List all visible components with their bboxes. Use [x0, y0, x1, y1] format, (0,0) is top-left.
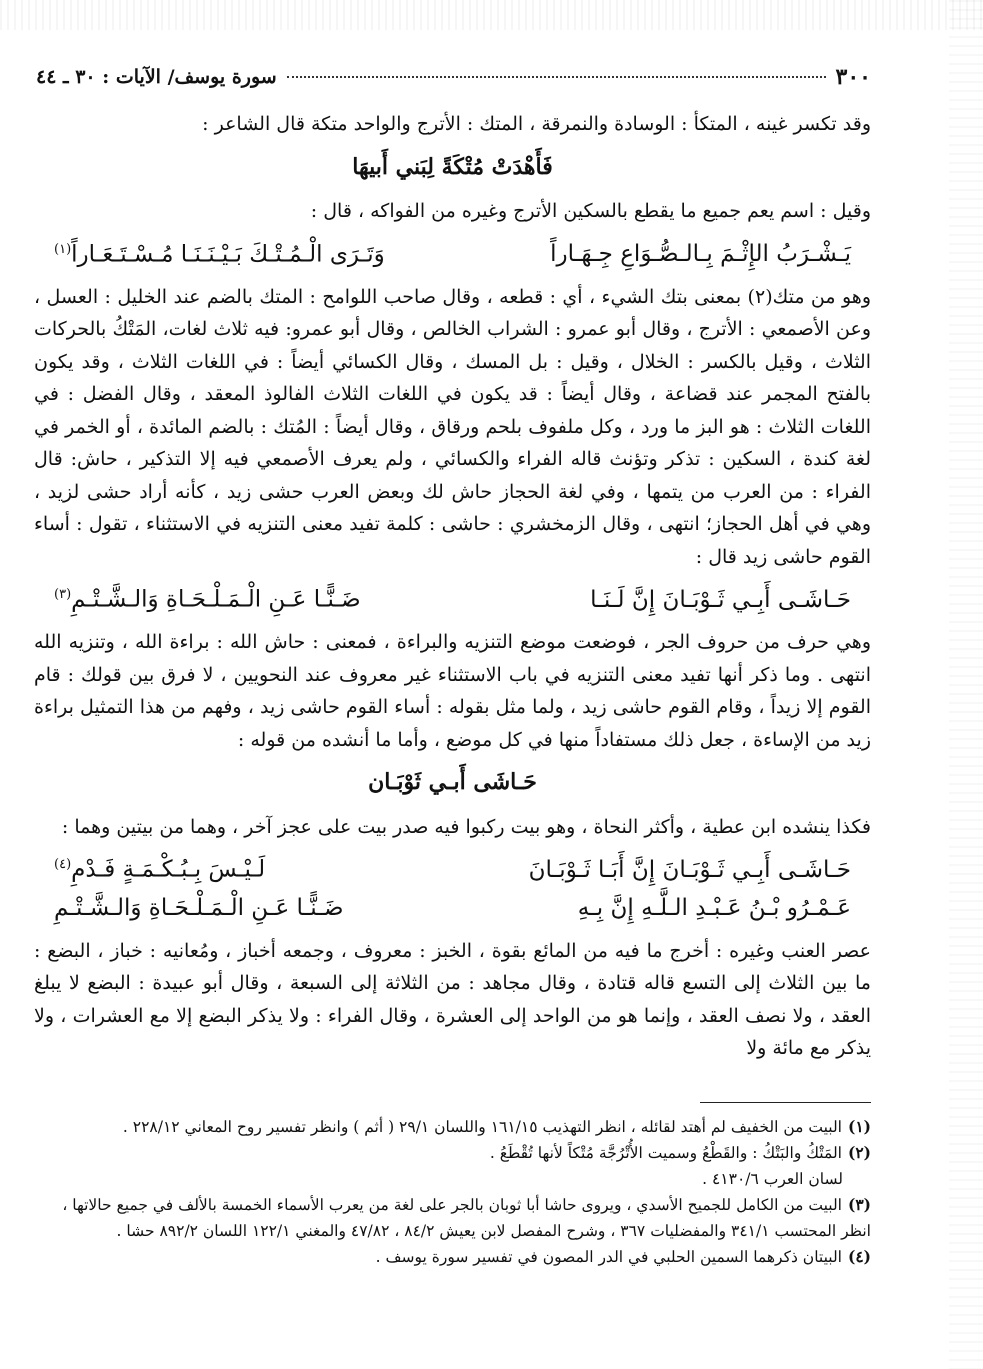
verse-hemistich-second: ضَـنًّـا عَـنِ الْـمَـلْـحَـاةِ وَالـشَّـتْـمِ — [54, 895, 344, 922]
verse-hemistich-second — [54, 234, 385, 271]
main-text — [34, 108, 871, 1065]
verse-hemistich-first: عَـمْـرُو بْـنُ عَـبْـدِ الـلَّـهِ إِنَّ بِـهِ — [577, 895, 851, 922]
footnote-text: البيت من الكامل للجميح الأسدي ، ويروى حاشا أبا ثوبان بالجر على لغة من يعرب الأسماء الخمسة بالألف في جميع حالاتها ، انظر المحتسب ٣٤١/١ والمفضليات ٣٦٧ ، وشرح المفصل لابن يعيش ٨٤/٢ ، ٤٧/٨٢ والمغني ١٢٢/١ اللسان ٨٩٢/٢ حشا . — [62, 1196, 871, 1240]
header-dotted-leader — [287, 76, 826, 78]
footnote-marker: (٤) — [54, 857, 72, 873]
verse-text: ضَـنًّـا عَـنِ الْـمَـلْـحَـاةِ وَالـشَّـتْـمِ — [71, 586, 361, 613]
footnote-text: البيتان ذكرهما السمين الحلبي في الدر المصون في تفسير سورة يوسف . — [375, 1248, 842, 1266]
verse-couplet — [54, 234, 851, 271]
scan-edge-right — [949, 0, 983, 1369]
footnote — [60, 1140, 871, 1166]
paragraph: وقد تكسر غينه ، المتكأ : الوسادة والنمرقة ، المتك : الأترج والواحد متكة قال الشاعر : — [202, 113, 871, 135]
page-number: ٣٠٠ — [835, 64, 871, 90]
footnote-marker: (٣) — [54, 587, 72, 603]
paragraph: وهي حرف من حروف الجر ، فوضعت موضع التنزيه والبراءة ، فمعنى : حاش الله : براءة الله ، وتنزيه الله انتهى . وما ذكر أنها تفيد معنى التنزيه في باب الاستثناء غير معروف عند النحويين ، لا فرق بين قولك : قام القوم إلا زيداً ، وقام القوم حاشى زيد ، ولما مثل بقوله : أساء القوم حاشى زيد ، وفهم من هذا التمثيل براءة زيد من الإساءة ، جعل ذلك مستفاداً منها في كل موضع ، وأما ما أنشده من قوله : — [34, 631, 871, 751]
footnote-number: (٢) — [847, 1143, 871, 1162]
paragraph: فكذا ينشده ابن عطية ، وأكثر النحاة ، وهو بيت ركبوا فيه صدر بيت على عجز آخر ، وهما من بيتين وهما : — [61, 815, 871, 838]
verse-text: وَتَـرَى الْـمُـتْـكَ بَـيْـنَـنَـا مُـسْـتَـعَـاراً — [71, 241, 385, 268]
footnote-text: البيت من الخفيف لم أهتد لقائله ، انظر التهذيب ١٦١/١٥ واللسان ٢٩/١ ( أثم ) وانظر تفسير روح المعاني ٢٢٨/١٢ . — [122, 1118, 842, 1136]
verse-hemistich-first: يَـشْـرَبُ الإِثْـمَ بِـالـصُّـوَاعِ جِـهَـاراً — [550, 241, 851, 268]
verse-line: حَـاشَى أَبـي ثَوْبَـان — [368, 769, 537, 796]
verse-hemistich-second — [54, 849, 265, 886]
verse-couplet — [54, 892, 851, 925]
footnote — [60, 1114, 871, 1140]
footnote — [60, 1244, 871, 1270]
paragraph: وهو من متك(٢) بمعنى بتك الشيء ، أي : قطعه ، وقال صاحب اللوامح : المتك بالضم عند الخليل : العسل ، وعن الأصمعي : الأترج ، وقال أبو عمرو : الشراب الخالص ، وقال أبو عمرو: فيه ثلاث لغات، المَتْكُ بالحركات الثلاث ، وقيل بالكسر : الخلال ، وقيل : بل المسك ، وقال الكسائي أيضاً : في اللغات الثلاث ، وقد يكون بالفتح المجمر عند قضاعة ، وقال أيضاً : قد يكون في اللغات الثلاث الفالوذ المعقد ، وقال الفضل : في اللغات الثلاث : هو البز ما ورد ، وكل ملفوف بلحم ورقاق ، وقال أيضاً : المُتك : بالضم المائدة ، أو الخمر في لغة كندة ، السكين : تذكر وتؤنث قاله الفراء والكسائي ، ولم يعرف الأصمعي فيه إلا التذكير ، حاش: قال الفراء : من العرب من يتمها ، وفي لغة الحجاز حاش لك وبعض العرب حشى زيد ، كأنه أراد حشى لزيد ، وهي في أهل الحجاز؛ انتهى ، وقال الزمخشري : حاشى : كلمة تفيد معنى التنزيه في الاستثناء ، تقول : أساء القوم حاشى زيد قال : — [34, 285, 871, 568]
verse-couplet — [54, 579, 851, 616]
paragraph: وقيل : اسم يعم جميع ما يقطع بالسكين الأترج وغيره من الفواكه ، قال : — [310, 200, 871, 222]
verse-hemistich-first: حَـاشَـى أَبِـي ثَـوْبَـانَ إِنَّ أَبَـا ثَـوْبَـانَ — [528, 856, 851, 883]
footnote-divider — [700, 1102, 871, 1103]
footnote-number: (١) — [847, 1117, 871, 1136]
footnote-marker: (١) — [54, 241, 72, 257]
verse-text: لَـيْـسَ بِـبُـكْـمَـةٍ فَـدْمِ — [71, 856, 266, 883]
footnote — [60, 1192, 871, 1244]
paragraph: عصر العنب وغيره : أخرج ما فيه من المائع بقوة ، الخبز : معروف ، وجمعه أخباز ، ومُعانيه : خباز ، البضع : ما بين الثلاث إلى التسع قاله قتادة ، وقال مجاهد : من الثلاثة إلى السبعة ، وقال أبو عبيدة : البضع لا يبلغ العقد ، ولا نصف العقد ، وإنما هو من الواحد إلى العشرة ، وقال الفراء : ولا يذكر البضع إلا مع العشرات ، ولا يذكر مع مائة ولا — [34, 939, 871, 1060]
verse-hemistich-first: حَـاشَـى أَبِـي ثَـوْبَـانَ إِنَّ لَـنَـا — [590, 586, 851, 613]
verse-couplet — [54, 849, 851, 886]
page-header — [36, 62, 871, 92]
footnote-number: (٣) — [847, 1195, 871, 1214]
footnotes — [60, 1114, 871, 1270]
running-title: سورة يوسف/ الآيات : ٣٠ ـ ٤٤ — [36, 66, 277, 88]
footnote-number: (٤) — [847, 1247, 871, 1266]
scan-edge-top — [0, 0, 983, 30]
footnote-continuation: لسان العرب ٤١٣٠/٦ . — [702, 1170, 843, 1188]
verse-line: فَأَهْدَتْ مُتْكَةً لِبَني أَبيهَا — [352, 153, 553, 180]
footnote-text: المَتْكُ والبَتْكُ : والقَطْعُ وسميت الأُتْرُجَّة مُتْكاً لأنها تُقْطَعُ . — [489, 1144, 842, 1162]
verse-hemistich-second — [54, 579, 361, 616]
